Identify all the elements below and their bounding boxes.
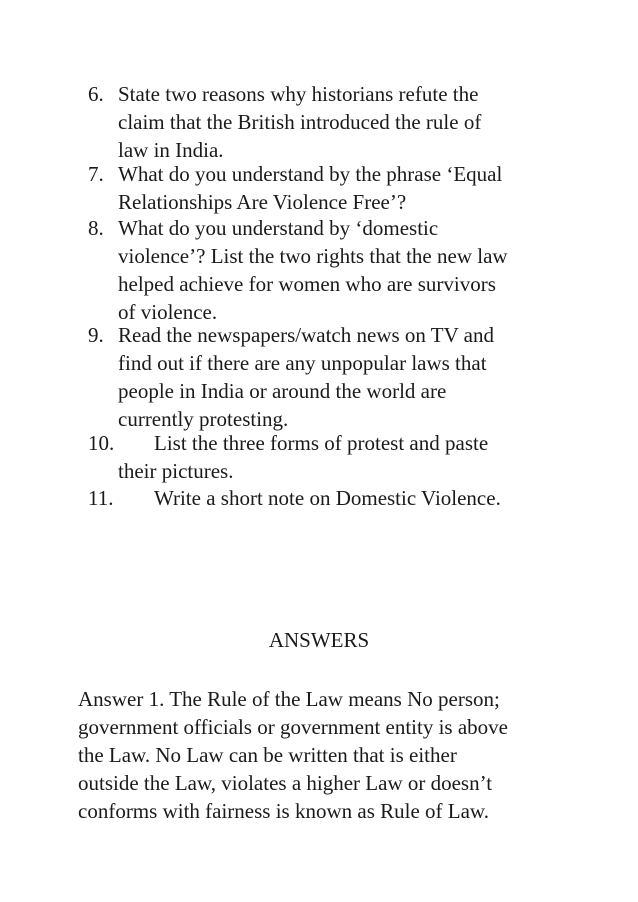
answers-heading-text: ANSWERS: [268, 628, 370, 652]
question-11: [88, 484, 501, 512]
question-text-line: What do you understand by ‘domestic: [118, 216, 439, 240]
question-text-line: Write a short note on Domestic Violence.: [154, 486, 501, 510]
question-6: [88, 80, 481, 164]
question-text-line: claim that the British introduced the rule of: [118, 110, 482, 134]
question-8: [88, 214, 508, 326]
question-text-line: of violence.: [118, 300, 218, 324]
question-10: [88, 429, 488, 485]
question-text-line: List the three forms of protest and paste: [154, 431, 489, 455]
answer-1: [78, 685, 568, 825]
answers-heading: [0, 626, 638, 654]
question-text-line: violence’? List the two rights that the new law: [118, 244, 508, 268]
question-text-line: State two reasons why historians refute the: [118, 82, 479, 106]
question-text-line: currently protesting.: [118, 407, 289, 431]
question-number: 7.: [88, 162, 104, 186]
answer-text-line: outside the Law, violates a higher Law or doesn’t: [78, 771, 493, 795]
question-7: [88, 160, 502, 216]
question-text-line: people in India or around the world are: [118, 379, 447, 403]
question-number: 8.: [88, 216, 104, 240]
question-number: 10.: [88, 431, 115, 455]
question-text-line: Relationships Are Violence Free’?: [118, 190, 407, 214]
answer-text-line: Answer 1. The Rule of the Law means No person;: [78, 687, 500, 711]
answer-text-line: government officials or government entity is above: [78, 715, 508, 739]
question-number: 6.: [88, 82, 104, 106]
question-text-line: find out if there are any unpopular laws that: [118, 351, 487, 375]
question-text-line: their pictures.: [118, 459, 234, 483]
question-text-line: Read the newspapers/watch news on TV and: [118, 323, 494, 347]
question-9: [88, 321, 494, 433]
answer-text-line: the Law. No Law can be written that is either: [78, 743, 457, 767]
question-number: 11.: [88, 486, 114, 510]
answer-text-line: conforms with fairness is known as Rule of Law.: [78, 799, 489, 823]
question-text-line: law in India.: [118, 138, 224, 162]
question-text-line: What do you understand by the phrase ‘Equal: [118, 162, 503, 186]
question-number: 9.: [88, 323, 104, 347]
question-text-line: helped achieve for women who are survivors: [118, 272, 496, 296]
